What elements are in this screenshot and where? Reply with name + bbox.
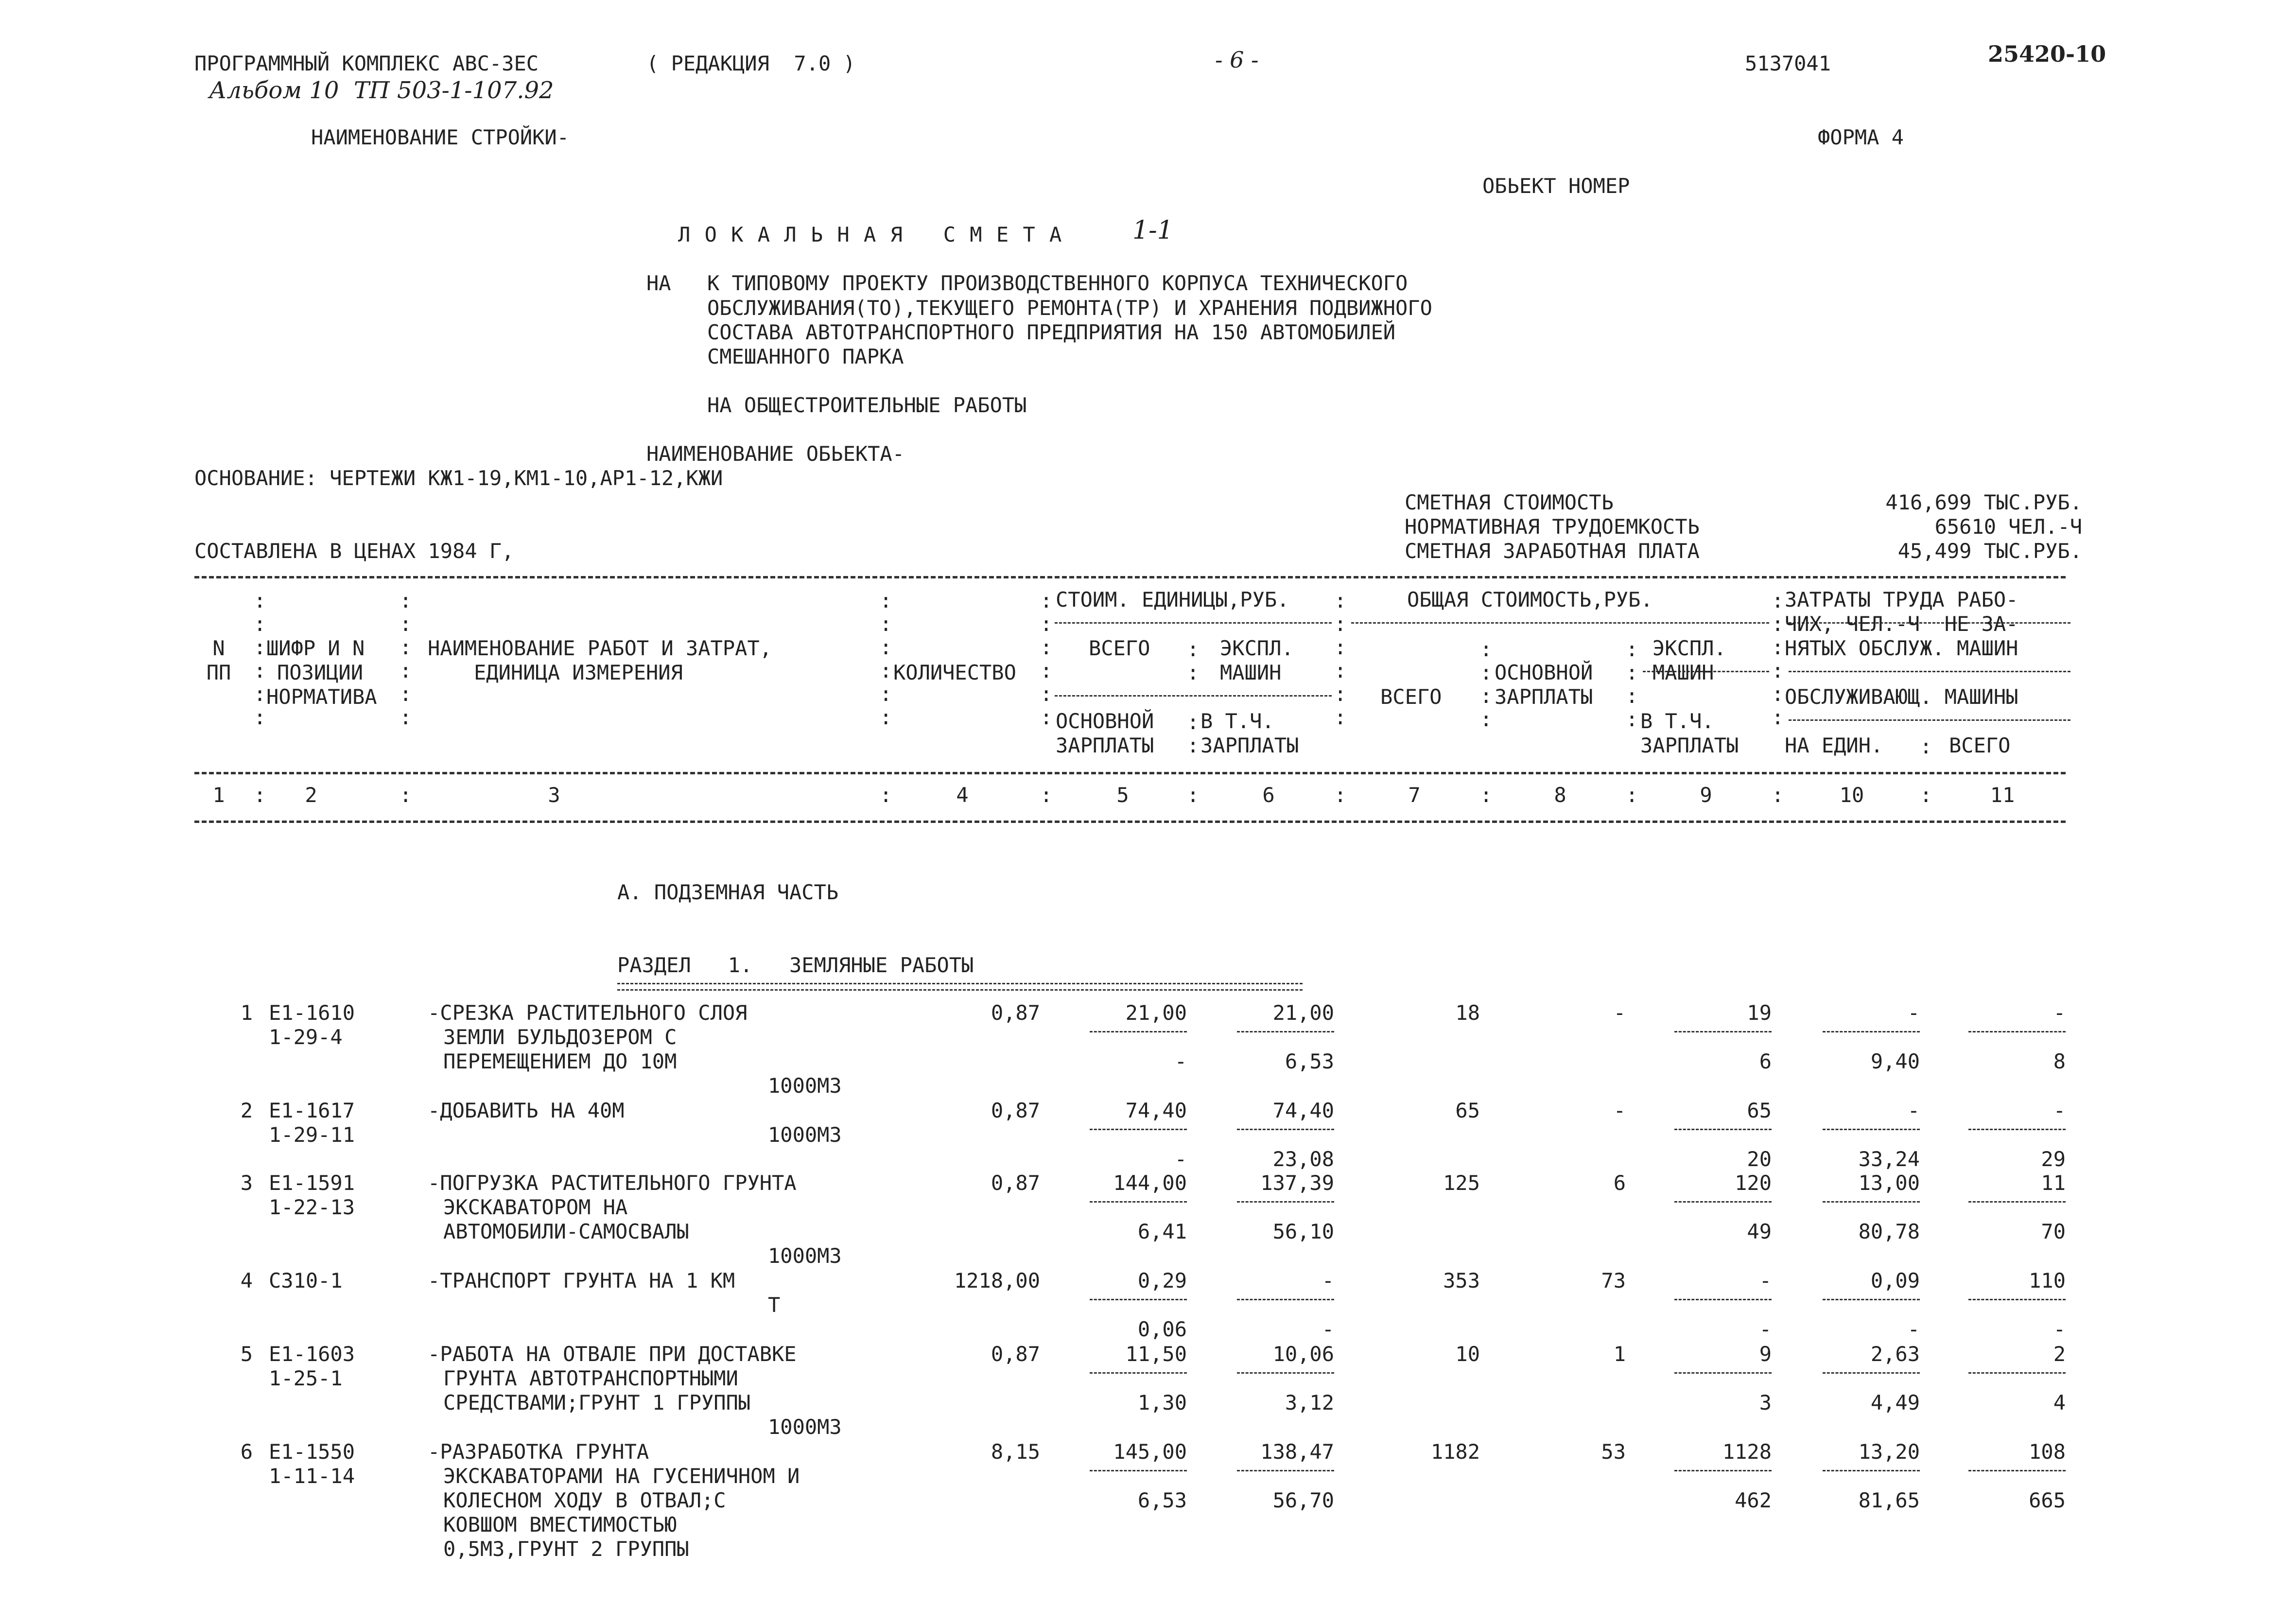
row-labor-total-machine: 29 — [2041, 1147, 2066, 1171]
row-qty: 0,87 — [991, 1342, 1040, 1366]
row-labor-unit: - — [1907, 1001, 1920, 1025]
row-total: 65 — [1455, 1099, 1480, 1122]
row-unit: 1000М3 — [768, 1074, 842, 1098]
row-code: Е1-1610 — [269, 1001, 355, 1025]
summary-label-wage: СМЕТНАЯ ЗАРАБОТНАЯ ПЛАТА — [1405, 539, 1700, 563]
row-unit-total: 74,40 — [1125, 1099, 1187, 1122]
cell-divider — [1237, 1031, 1334, 1032]
row-qty: 0,87 — [991, 1001, 1040, 1025]
col2-header-b: ПОЗИЦИИ — [277, 661, 364, 684]
row-machine: 1128 — [1722, 1440, 1772, 1464]
col3-header-a: НАИМЕНОВАНИЕ РАБОТ И ЗАТРАТ, — [428, 636, 772, 660]
summary-value-labor: 65610 ЧЕЛ.-Ч — [1934, 515, 2082, 539]
row-unit-base-wage: 0,06 — [1137, 1317, 1187, 1341]
row-qty: 8,15 — [991, 1440, 1040, 1464]
row-name-line: КОВШОМ ВМЕСТИМОСТЬЮ — [443, 1513, 677, 1537]
cell-divider — [1823, 1470, 1920, 1471]
cell-divider — [1237, 1201, 1334, 1203]
row-unit-total: 21,00 — [1125, 1001, 1187, 1025]
row-machine-wage: 49 — [1747, 1220, 1772, 1243]
row-unit-total: 11,50 — [1125, 1342, 1187, 1366]
row-labor-unit: - — [1907, 1099, 1920, 1122]
section-title: РАЗДЕЛ 1. ЗЕМЛЯНЫЕ РАБОТЫ — [617, 953, 974, 977]
row-unit-machine: - — [1322, 1269, 1334, 1293]
row-unit: 1000М3 — [768, 1123, 842, 1147]
header-rule-middle — [194, 772, 2066, 774]
labor-sub-header: ОБСЛУЖИВАЮЩ. МАШИНЫ — [1785, 685, 2018, 709]
row-total: 353 — [1443, 1269, 1480, 1293]
object-number: ОБЬЕКТ НОМЕР — [1482, 174, 1630, 198]
summary-value-cost: 416,699 ТЫС.РУБ. — [1885, 490, 2082, 514]
cell-divider — [1090, 1470, 1187, 1471]
row-total: 125 — [1443, 1171, 1480, 1195]
col-number: 4 — [956, 783, 969, 807]
cell-divider — [1090, 1372, 1187, 1374]
row-labor-total-machine: - — [2053, 1317, 2066, 1341]
row-code: Е1-1617 — [269, 1099, 355, 1122]
cell-divider — [1823, 1299, 1920, 1300]
row-name-line: -СРЕЗКА РАСТИТЕЛЬНОГО СЛОЯ — [428, 1001, 748, 1025]
labor-header-b: ЧИХ, ЧЕЛ.-Ч НЕ ЗА- — [1785, 612, 2018, 636]
cell-divider — [1823, 1372, 1920, 1374]
row-wage: 1 — [1613, 1342, 1626, 1366]
row-labor-total: - — [2053, 1001, 2066, 1025]
cell-divider — [1237, 1372, 1334, 1374]
cell-divider — [1823, 1031, 1920, 1032]
row-total: 1182 — [1430, 1440, 1480, 1464]
col6-header-bottom-b: ЗАРПЛАТЫ — [1200, 734, 1299, 757]
row-code-2: 1-11-14 — [269, 1464, 355, 1488]
col-number: 8 — [1554, 783, 1566, 807]
album-reference: Альбом 10 ТП 503-1-107.92 — [209, 77, 554, 104]
col6-header-bottom-a: В Т.Ч. — [1200, 709, 1274, 733]
col-number: 6 — [1262, 783, 1275, 807]
row-number: 6 — [240, 1440, 253, 1464]
row-machine: 19 — [1747, 1001, 1772, 1025]
object-name: НАИМЕНОВАНИЕ ОБЬЕКТА- — [646, 442, 905, 466]
col5-header-bottom-b: ЗАРПЛАТЫ — [1056, 734, 1154, 757]
col1-header-b: ПП — [206, 661, 231, 684]
cell-divider — [1674, 1372, 1772, 1374]
row-wage: 73 — [1601, 1269, 1626, 1293]
row-labor-total: 110 — [2029, 1269, 2066, 1293]
basis: ОСНОВАНИЕ: ЧЕРТЕЖИ КЖ1-19,КМ1-10,АР1-12,КЖИ — [194, 466, 723, 490]
row-labor-unit: 0,09 — [1870, 1269, 1920, 1293]
subject-line-4: СМЕШАННОГО ПАРКА — [707, 345, 904, 368]
col9-header-bottom-b: ЗАРПЛАТЫ — [1640, 734, 1739, 757]
subject-line-2: ОБСЛУЖИВАНИЯ(ТО),ТЕКУЩЕГО РЕМОНТА(ТР) И ХРАНЕНИЯ ПОДВИЖНОГО — [707, 296, 1432, 320]
col-number: 2 — [305, 783, 317, 807]
construction-name: НАИМЕНОВАНИЕ СТРОЙКИ- — [311, 125, 570, 149]
row-unit-base-wage: 6,53 — [1137, 1488, 1187, 1512]
row-number: 1 — [240, 1001, 253, 1025]
part-title: А. ПОДЗЕМНАЯ ЧАСТЬ — [617, 880, 839, 904]
cell-divider — [1674, 1470, 1772, 1471]
subject-line-1: К ТИПОВОМУ ПРОЕКТУ ПРОИЗВОДСТВЕННОГО КОРПУСА ТЕХНИЧЕСКОГО — [707, 271, 1408, 295]
program-name: ПРОГРАММНЫЙ КОМПЛЕКС АВС-3ЕС — [194, 52, 539, 75]
estimate-number: 1-1 — [1132, 216, 1173, 245]
row-qty: 0,87 — [991, 1099, 1040, 1122]
row-labor-total-machine: 4 — [2053, 1391, 2066, 1415]
col-number: 11 — [1990, 783, 2015, 807]
row-code-2: 1-25-1 — [269, 1366, 343, 1390]
row-name-line: ЗЕМЛИ БУЛЬДОЗЕРОМ С — [443, 1025, 677, 1049]
col8-header-b: ЗАРПЛАТЫ — [1495, 685, 1593, 709]
row-unit-total: 0,29 — [1137, 1269, 1187, 1293]
estimate-title: Л О К А Л Ь Н А Я С М Е Т А — [678, 223, 1063, 246]
subject-line-3: СОСТАВА АВТОТРАНСПОРТНОГО ПРЕДПРИЯТИЯ НА 150 АВТОМОБИЛЕЙ — [707, 320, 1396, 344]
price-level: СОСТАВЛЕНА В ЦЕНАХ 1984 Г, — [194, 539, 514, 563]
row-unit-machine-wage: - — [1322, 1317, 1334, 1341]
cell-divider — [1674, 1129, 1772, 1130]
col4-header: КОЛИЧЕСТВО — [893, 661, 1016, 684]
row-name-line: КОЛЕСНОМ ХОДУ В ОТВАЛ;С — [443, 1488, 726, 1512]
col5-header-bottom-a: ОСНОВНОЙ — [1056, 709, 1154, 733]
col10-header: НА ЕДИН. — [1785, 734, 1883, 757]
cell-divider — [1237, 1470, 1334, 1471]
form-number: ФОРМА 4 — [1818, 125, 1904, 149]
cell-divider — [1968, 1470, 2066, 1471]
section-underline — [617, 983, 1303, 991]
row-code: Е1-1603 — [269, 1342, 355, 1366]
row-unit: Т — [768, 1293, 781, 1317]
cell-divider — [1968, 1201, 2066, 1203]
row-unit-base-wage: 1,30 — [1137, 1391, 1187, 1415]
row-labor-unit: 2,63 — [1870, 1342, 1920, 1366]
cell-divider — [1090, 1299, 1187, 1300]
row-machine: - — [1759, 1269, 1772, 1293]
row-unit-base-wage: - — [1174, 1049, 1187, 1073]
row-code-2: 1-29-4 — [269, 1025, 343, 1049]
row-unit: 1000М3 — [768, 1244, 842, 1268]
row-unit-machine-wage: 6,53 — [1285, 1049, 1334, 1073]
row-machine: 120 — [1735, 1171, 1772, 1195]
summary-label-cost: СМЕТНАЯ СТОИМОСТЬ — [1405, 490, 1614, 514]
cell-divider — [1968, 1129, 2066, 1130]
row-labor-total: 108 — [2029, 1440, 2066, 1464]
row-machine-wage: 6 — [1759, 1049, 1772, 1073]
col-number: 3 — [548, 783, 560, 807]
row-unit-machine-wage: 56,70 — [1272, 1488, 1334, 1512]
row-number: 5 — [240, 1342, 253, 1366]
row-name-line: -РАЗРАБОТКА ГРУНТА — [428, 1440, 649, 1464]
row-unit-machine-wage: 23,08 — [1272, 1147, 1334, 1171]
col5-header-top: ВСЕГО — [1089, 636, 1150, 660]
cell-divider — [1674, 1201, 1772, 1203]
header-separators: : : : : : : — [254, 589, 266, 729]
col11-header: ВСЕГО — [1949, 734, 2011, 757]
row-code: С310-1 — [269, 1269, 343, 1293]
cell-divider — [1823, 1129, 1920, 1130]
col9-header-top-b: МАШИН — [1652, 661, 1714, 684]
row-name-line: АВТОМОБИЛИ-САМОСВАЛЫ — [443, 1220, 689, 1243]
works-type: НА ОБЩЕСТРОИТЕЛЬНЫЕ РАБОТЫ — [707, 393, 1027, 417]
col7-header: ВСЕГО — [1380, 685, 1442, 709]
cell-divider — [1090, 1129, 1187, 1130]
edition: ( РЕДАКЦИЯ 7.0 ) — [646, 52, 855, 75]
row-unit-machine: 10,06 — [1272, 1342, 1334, 1366]
row-labor-unit-machine: 9,40 — [1870, 1049, 1920, 1073]
row-unit-machine-wage: 3,12 — [1285, 1391, 1334, 1415]
row-unit-machine: 21,00 — [1272, 1001, 1334, 1025]
cell-divider — [1968, 1031, 2066, 1032]
col3-header-b: ЕДИНИЦА ИЗМЕРЕНИЯ — [474, 661, 683, 684]
row-machine-wage: - — [1759, 1317, 1772, 1341]
col1-header-a: N — [212, 636, 225, 660]
col9-header-top-a: ЭКСПЛ. — [1652, 636, 1726, 660]
row-qty: 0,87 — [991, 1171, 1040, 1195]
row-labor-total-machine: 8 — [2053, 1049, 2066, 1073]
row-unit-base-wage: - — [1174, 1147, 1187, 1171]
row-labor-total-machine: 70 — [2041, 1220, 2066, 1243]
row-name-line: -ДОБАВИТЬ НА 40М — [428, 1099, 625, 1122]
cell-divider — [1237, 1129, 1334, 1130]
row-code: Е1-1550 — [269, 1440, 355, 1464]
row-code-2: 1-29-11 — [269, 1123, 355, 1147]
col-number: 1 — [212, 783, 225, 807]
row-labor-unit-machine: 33,24 — [1858, 1147, 1920, 1171]
col8-header-a: ОСНОВНОЙ — [1495, 661, 1593, 684]
row-labor-total: 2 — [2053, 1342, 2066, 1366]
row-machine: 9 — [1759, 1342, 1772, 1366]
row-number: 4 — [240, 1269, 253, 1293]
row-unit-total: 145,00 — [1113, 1440, 1187, 1464]
row-number: 3 — [240, 1171, 253, 1195]
row-machine-wage: 20 — [1747, 1147, 1772, 1171]
labor-header-c: НЯТЫХ ОБСЛУЖ. МАШИН — [1785, 636, 2018, 660]
row-code: Е1-1591 — [269, 1171, 355, 1195]
cell-divider — [1823, 1201, 1920, 1203]
row-machine-wage: 462 — [1735, 1488, 1772, 1512]
row-labor-total: - — [2053, 1099, 2066, 1122]
row-name-line: СРЕДСТВАМИ;ГРУНТ 1 ГРУППЫ — [443, 1391, 751, 1415]
col-number: 9 — [1700, 783, 1712, 807]
row-number: 2 — [240, 1099, 253, 1122]
summary-value-wage: 45,499 ТЫС.РУБ. — [1897, 539, 2082, 563]
row-unit-machine: 137,39 — [1260, 1171, 1334, 1195]
row-unit-total: 144,00 — [1113, 1171, 1187, 1195]
row-unit-machine-wage: 56,10 — [1272, 1220, 1334, 1243]
col6-header-top-b: МАШИН — [1220, 661, 1282, 684]
row-unit: 1000М3 — [768, 1415, 842, 1439]
row-code-2: 1-22-13 — [269, 1195, 355, 1219]
col9-header-bottom-a: В Т.Ч. — [1640, 709, 1714, 733]
row-wage: 6 — [1613, 1171, 1626, 1195]
row-total: 18 — [1455, 1001, 1480, 1025]
row-total: 10 — [1455, 1342, 1480, 1366]
cell-divider — [1968, 1299, 2066, 1300]
labor-header-a: ЗАТРАТЫ ТРУДА РАБО- — [1785, 588, 2018, 611]
row-name-line: -РАБОТА НА ОТВАЛЕ ПРИ ДОСТАВКЕ — [428, 1342, 797, 1366]
row-name-line: 0,5М3,ГРУНТ 2 ГРУППЫ — [443, 1537, 689, 1561]
cell-divider — [1674, 1031, 1772, 1032]
unit-cost-header: СТОИМ. ЕДИНИЦЫ,РУБ. — [1056, 588, 1289, 611]
cell-divider — [1090, 1201, 1187, 1203]
row-name-line: -ПОГРУЗКА РАСТИТЕЛЬНОГО ГРУНТА — [428, 1171, 797, 1195]
doc-code: 5137041 — [1745, 52, 1831, 75]
total-cost-header: ОБЩАЯ СТОИМОСТЬ,РУБ. — [1407, 588, 1653, 611]
row-labor-unit-machine: 80,78 — [1858, 1220, 1920, 1243]
col-number: 10 — [1839, 783, 1864, 807]
row-labor-unit: 13,20 — [1858, 1440, 1920, 1464]
row-wage: - — [1613, 1099, 1626, 1122]
col-number: 7 — [1408, 783, 1421, 807]
row-name-line: ГРУНТА АВТОТРАНСПОРТНЫМИ — [443, 1366, 738, 1390]
header-rule-bottom — [194, 821, 2066, 823]
row-name-line: -ТРАНСПОРТ ГРУНТА НА 1 КМ — [428, 1269, 735, 1293]
row-labor-total-machine: 665 — [2029, 1488, 2066, 1512]
summary-label-labor: НОРМАТИВНАЯ ТРУДОЕМКОСТЬ — [1405, 515, 1700, 539]
row-labor-unit-machine: 81,65 — [1858, 1488, 1920, 1512]
row-wage: 53 — [1601, 1440, 1626, 1464]
row-wage: - — [1613, 1001, 1626, 1025]
row-labor-unit-machine: - — [1907, 1317, 1920, 1341]
page-number: - 6 - — [1215, 47, 1259, 73]
row-name-line: ЭКСКАВАТОРАМИ НА ГУСЕНИЧНОМ И — [443, 1464, 800, 1488]
col6-header-top-a: ЭКСПЛ. — [1220, 636, 1294, 660]
header-rule-top — [194, 576, 2066, 578]
doc-number: 25420-10 — [1988, 41, 2106, 67]
row-name-line: ПЕРЕМЕЩЕНИЕМ ДО 10М — [443, 1049, 677, 1073]
row-unit-machine: 138,47 — [1260, 1440, 1334, 1464]
cell-divider — [1090, 1031, 1187, 1032]
cell-divider — [1674, 1299, 1772, 1300]
row-name-line: ЭКСКАВАТОРОМ НА — [443, 1195, 628, 1219]
col2-header-a: ШИФР И N — [266, 636, 365, 660]
row-labor-total: 11 — [2041, 1171, 2066, 1195]
cell-divider — [1968, 1372, 2066, 1374]
subject-prefix: НА — [646, 271, 671, 295]
row-labor-unit: 13,00 — [1858, 1171, 1920, 1195]
row-labor-unit-machine: 4,49 — [1870, 1391, 1920, 1415]
col2-header-c: НОРМАТИВА — [266, 685, 377, 709]
row-unit-base-wage: 6,41 — [1137, 1220, 1187, 1243]
row-unit-machine: 74,40 — [1272, 1099, 1334, 1122]
row-qty: 1218,00 — [954, 1269, 1040, 1293]
row-machine: 65 — [1747, 1099, 1772, 1122]
row-machine-wage: 3 — [1759, 1391, 1772, 1415]
col-number: 5 — [1116, 783, 1129, 807]
cell-divider — [1237, 1299, 1334, 1300]
